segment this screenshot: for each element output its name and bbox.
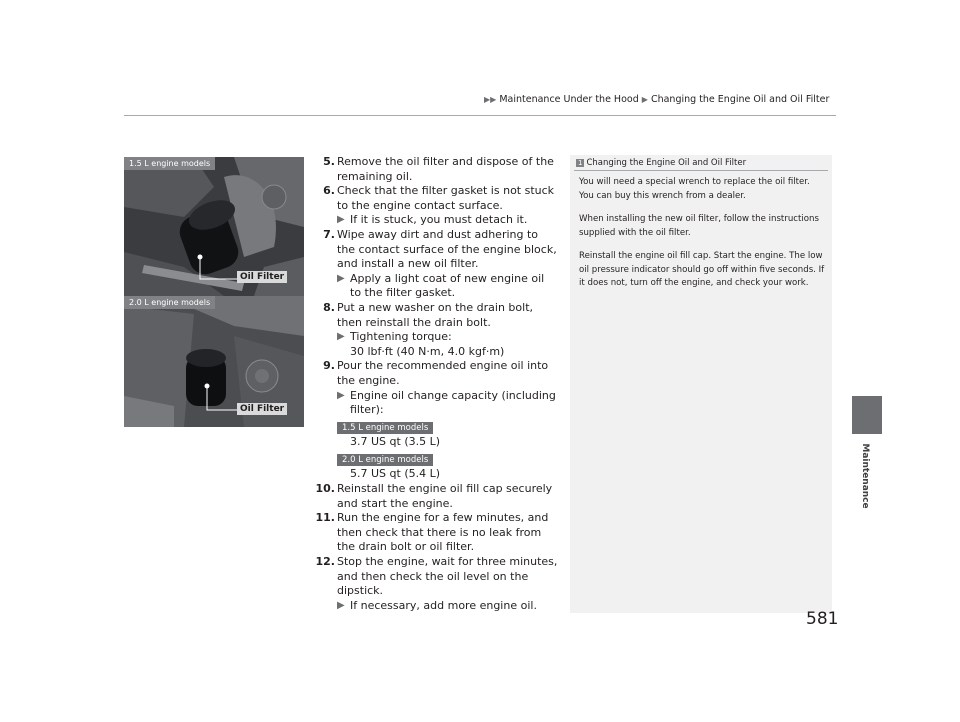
capacity-value: 5.7 US qt (5.4 L) — [350, 467, 441, 481]
sub-step: ▶ Apply a light coat of new engine oil to the filter gasket. — [337, 271, 545, 300]
model-tag: 1.5 L engine models — [337, 422, 433, 434]
model-tag: 1.5 L engine models — [124, 157, 215, 170]
arrow-icon: ▶ — [337, 272, 345, 284]
breadcrumb-page: Changing the Engine Oil and Oil Filter — [650, 94, 830, 105]
arrow-icon: ▶ — [337, 214, 345, 226]
sub-step: ▶ Tightening torque: — [337, 330, 452, 344]
header-divider — [124, 115, 836, 116]
step-8: 8. Put a new washer on the drain bolt, then reinstall the drain bolt. ▶ Tightening torque: 30 lbf·ft (40 N·m, 4.0 kgf·m) — [310, 301, 558, 359]
breadcrumb-section[interactable]: Maintenance Under the Hood — [499, 94, 639, 105]
note-paragraph: Reinstall the engine oil fill cap. Start the engine. The low oil pressure indicator should go off within five seconds. If it does not, turn off the engine, and check your work. — [579, 251, 825, 288]
engine-photo-2-0l — [124, 296, 304, 427]
section-tab-marker — [852, 396, 882, 434]
sub-step: ▶ If it is stuck, you must detach it. — [337, 213, 528, 227]
breadcrumb — [484, 94, 829, 105]
arrow-icon: ▶ — [337, 389, 345, 401]
arrow-icon: ▶ — [337, 599, 345, 611]
step-12: 12. Stop the engine, wait for three minutes, and then check the oil level on the dipstick. ▶ If necessary, add more engine oil. — [315, 555, 558, 612]
note-divider — [574, 170, 828, 171]
capacity-value: 3.7 US qt (3.5 L) — [350, 435, 441, 449]
step-9: 9. Pour the recommended engine oil into the engine. ▶ Engine oil change capacity (including filter): 1.5 L engine models 3.7 US qt (3.5 L) 2.0 L engine models 5.7 US qt (5.4 L) — [310, 359, 558, 482]
double-arrow-icon: ▶▶ — [484, 95, 497, 104]
step-5: 5. Remove the oil filter and dispose of the remaining oil. — [323, 155, 554, 183]
model-tag: 2.0 L engine models — [124, 296, 215, 309]
sub-step: ▶ Engine oil change capacity (including filter): — [337, 388, 556, 417]
step-10: 10. Reinstall the engine oil fill cap securely and start the engine. — [315, 482, 553, 510]
oil-filter-label: Oil Filter — [237, 271, 287, 283]
engine-photo-1-5l — [124, 157, 304, 296]
oil-filter-label: Oil Filter — [237, 403, 287, 415]
sub-step: ▶ If necessary, add more engine oil. — [337, 598, 537, 612]
section-tab-label[interactable]: Maintenance — [860, 443, 870, 509]
torque-value: 30 lbf·ft (40 N·m, 4.0 kgf·m) — [350, 344, 505, 358]
note-title[interactable]: 1 Changing the Engine Oil and Oil Filter — [578, 158, 747, 168]
oil-filter-shape — [186, 349, 226, 406]
page-number: 581 — [806, 609, 839, 629]
step-11: 11. Run the engine for a few minutes, and then check that there is no leak from the drain bolt or oil filter. — [315, 511, 549, 554]
procedure-steps — [310, 155, 558, 613]
step-6: 6. Check that the filter gasket is not stuck to the engine contact surface. ▶ If it is stuck, you must detach it. — [310, 184, 558, 228]
arrow-icon: ▶ — [641, 95, 648, 104]
note-body — [579, 176, 825, 301]
note-panel — [570, 155, 832, 613]
step-7: 7. Wipe away dirt and dust adhering to the contact surface of the engine block, and install a new oil filter. ▶ Apply a light coat of new engine oil to the filter gasket. — [323, 227, 557, 300]
note-paragraph: You will need a special wrench to replace the oil filter. You can buy this wrench from a dealer. — [579, 177, 810, 201]
model-tag: 2.0 L engine models — [337, 454, 433, 466]
arrow-icon: ▶ — [337, 331, 345, 343]
note-paragraph: When installing the new oil filter, follow the instructions supplied with the oil filter. — [579, 214, 819, 238]
note-marker-icon: 1 — [578, 159, 583, 167]
